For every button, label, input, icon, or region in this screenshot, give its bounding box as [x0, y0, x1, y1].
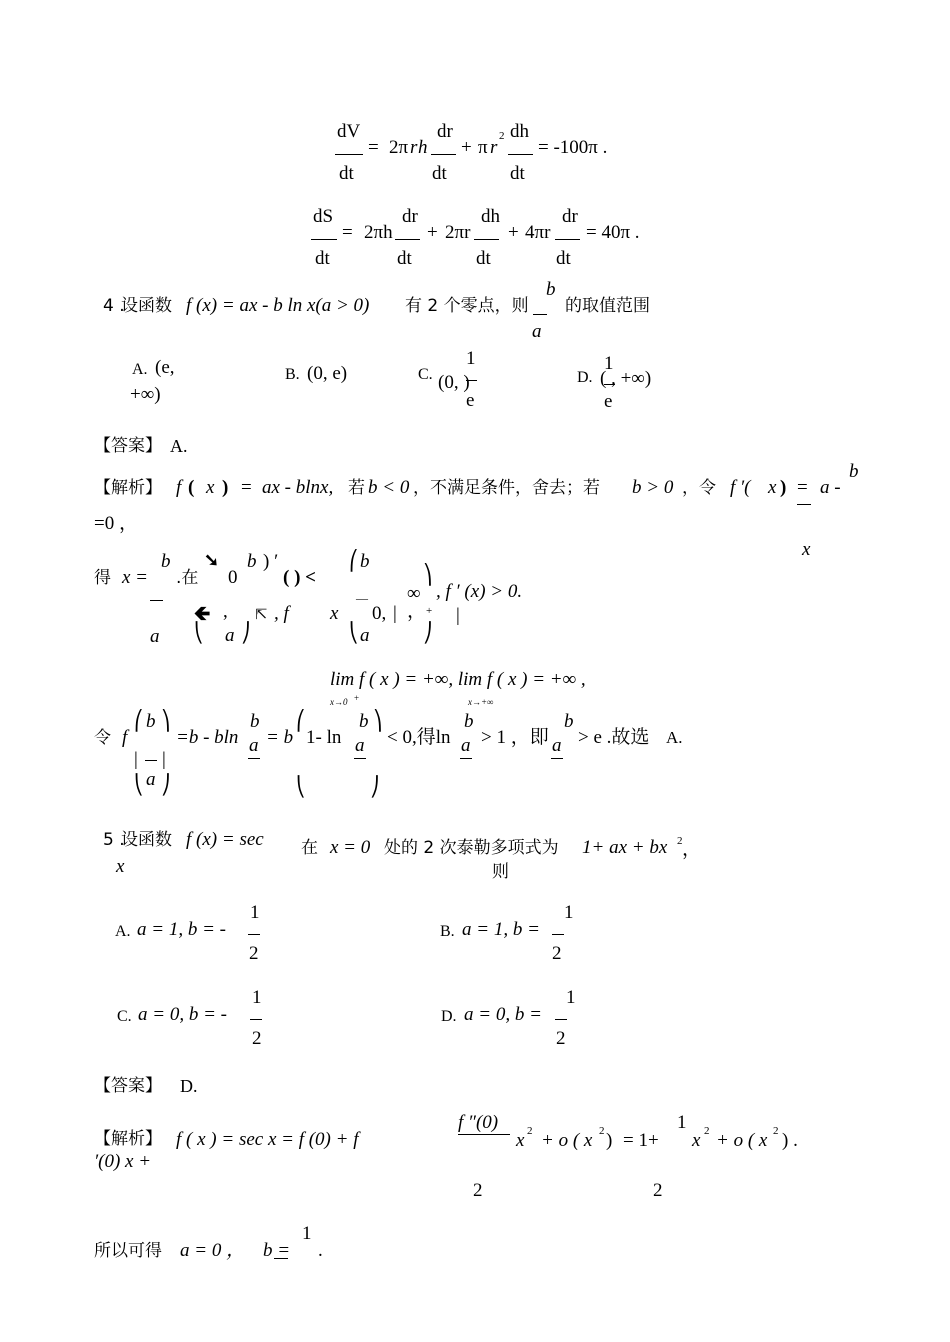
conclusion-dot: . — [318, 1240, 323, 1261]
q5-option-a-value: a = 1, b = - — [137, 919, 226, 940]
sol4-bracket-right2: ⎠ — [423, 623, 433, 644]
q4-frac-bar — [533, 314, 547, 315]
sol4-fb-bracket-r: ⎞ — [161, 711, 171, 732]
q4-option-d-num: 1 — [604, 353, 614, 374]
sol5-eq-one: = 1+ — [623, 1130, 659, 1151]
sol5-o-end: + o ( x — [716, 1130, 768, 1151]
sol4-comma2: ， — [407, 601, 427, 622]
sol5-one: 1 — [677, 1112, 687, 1133]
eq1-fraction-bar-3 — [508, 154, 533, 155]
sol4-fb-bracket-l: ⎛ — [134, 711, 144, 732]
q5-option-b-value: a = 1, b = — [462, 919, 540, 940]
sol5-o-part: + o ( x — [541, 1130, 593, 1151]
sol4-ln2-num: b — [359, 711, 369, 732]
q5-option-d-num: 1 — [566, 987, 576, 1008]
q5-option-c-value: a = 0, b = - — [138, 1004, 227, 1025]
sol4-rbrace: ⎞ — [423, 565, 433, 586]
conclusion-a0: a = 0 ， — [180, 1240, 246, 1261]
sol4-paren-pair: ( ) < — [283, 567, 316, 588]
eq2-equals: = — [342, 222, 353, 243]
q5-lead: 设函数 — [121, 830, 172, 850]
eq1-fraction-bar — [335, 154, 363, 155]
sol4-bracket-right: ⎠ — [241, 623, 251, 644]
eq1-dr-den: dt — [432, 163, 447, 184]
sol4-ln3-num: b — [464, 711, 474, 732]
sol4-zero2: 0, — [372, 603, 387, 624]
q5-option-d-den: 2 — [556, 1028, 566, 1049]
sol4-big-bracket-r: ⎞ — [373, 711, 383, 732]
sol4-a-den1: a — [225, 625, 235, 646]
q4-option-a-value1: (e, — [155, 357, 175, 378]
q5-square: 2 — [677, 835, 683, 847]
sol4-bracket-left: ⎝ — [194, 623, 204, 644]
eq2-2pih: 2πh — [364, 222, 393, 243]
sol4-fprime: f ′( — [730, 477, 751, 498]
sol5-frac-bar — [458, 1134, 510, 1135]
sol5-frac-den: 2 — [473, 1180, 483, 1201]
sol5-x: x — [516, 1130, 525, 1151]
sol4-frac-x: x — [802, 539, 811, 560]
sol4-fb-vbar-r: | — [162, 749, 166, 770]
q5-option-c-den: 2 — [252, 1028, 262, 1049]
sol4-x-sp: x — [330, 603, 339, 624]
sol4-let: ，令 — [682, 478, 716, 498]
eq2-rhs: = 40π . — [586, 222, 640, 243]
conclusion-text: 所以可得 — [94, 1241, 162, 1261]
q4-option-d-bar — [604, 384, 615, 385]
sol4-xv-bar — [150, 600, 163, 601]
sol4-rparen2: ) — [780, 477, 787, 498]
sol4-f: f — [176, 477, 182, 498]
sol4-fb-den: a — [146, 769, 156, 790]
q5-option-c-num: 1 — [252, 987, 262, 1008]
sol4-x-eq: x = — [122, 567, 149, 588]
sol4-limits: lim f ( x ) = +∞, lim f ( x ) = +∞ , — [330, 669, 586, 690]
eq1-dr-num: dr — [437, 121, 453, 142]
q5-then: 则 — [492, 862, 509, 882]
eq2-fraction-bar-3 — [474, 239, 499, 240]
sol4-fb-vbar-l: | — [134, 749, 138, 770]
q5-option-a-bar — [248, 934, 260, 935]
q4-option-a-label: A. — [132, 361, 148, 378]
q4-option-d-den: e — [604, 391, 613, 412]
q5-option-b-bar — [552, 934, 564, 935]
eq2-plus-1: + — [427, 222, 438, 243]
sol4-arrow-left-icon: 🡸 — [194, 603, 211, 625]
sol4-frac-b: b — [849, 461, 859, 482]
sol4-frac-bar-bx — [797, 504, 811, 505]
sol4-b-lt-0: b < 0 — [368, 477, 410, 498]
sol4-let2: 令 — [94, 728, 111, 748]
eq1-fraction-bar-2 — [431, 154, 456, 155]
conclusion-bar — [274, 1258, 288, 1259]
sol4-a-den2: a — [360, 625, 370, 646]
sol4-eq-b2: = b — [266, 727, 294, 748]
sol4-at: .在 — [176, 568, 199, 588]
q5-option-b-den: 2 — [552, 943, 562, 964]
sol4-big-bracket-bl: ⎝ — [296, 777, 306, 798]
sol4-lparen: ( — [188, 477, 195, 498]
eq1-pi: π — [478, 137, 488, 158]
sol5-frac-num: f ″(0) — [458, 1112, 499, 1133]
sol5-square2: 2 — [599, 1125, 605, 1137]
sol4-fb-bracket-br: ⎠ — [161, 775, 171, 796]
sol4-xv-den: a — [150, 626, 160, 647]
sol4-f-den: a — [552, 735, 562, 756]
q5-desc: 处的 2 次泰勒多项式为 — [384, 838, 559, 858]
sol4-lim-sub2: x→+∞ — [468, 697, 494, 707]
sol4-hollow-arrow-icon: ⇱ — [255, 607, 268, 623]
sol4-fb-bracket-bl: ⎝ — [134, 775, 144, 796]
sol5-continuation: ′(0) x + — [94, 1151, 152, 1172]
eq1-rhs: = -100π . — [538, 137, 608, 158]
sol4-zero: 0 — [228, 567, 238, 588]
q4-condition: 有 2 个零点，则 — [405, 296, 529, 316]
sol4-b-gt-0: b > 0 — [632, 477, 674, 498]
eq1-square: 2 — [499, 130, 505, 142]
sol4-fb-bar — [145, 760, 157, 761]
eq2-fraction-bar — [311, 239, 337, 240]
q4-option-d-value: ( , +∞) — [600, 368, 652, 389]
q4-option-c-value: (0, ) — [438, 372, 470, 393]
sol4-eq-b: =b - bln — [176, 727, 239, 748]
eq2-2pir: 2πr — [445, 222, 471, 243]
eq2-dr-num: dr — [402, 206, 418, 227]
eq2-dh-num: dh — [481, 206, 500, 227]
q5-x: x — [116, 856, 125, 877]
eq1-numerator-dV: dV — [337, 121, 361, 142]
sol4-ln-bar — [248, 758, 260, 759]
sol4-bar-v2: | — [456, 605, 460, 626]
q5-at: 在 — [301, 838, 318, 858]
sol5-lhs: f ( x ) = sec x = f (0) + f — [176, 1129, 359, 1150]
sol4-expr: ax - blnx, — [262, 477, 334, 498]
q5-comma: ， — [682, 839, 702, 860]
q4-option-c-num: 1 — [466, 348, 476, 369]
sol4-big-bracket-l: ⎛ — [296, 711, 306, 732]
sol4-b-small: b — [247, 551, 257, 572]
sol4-ln2-bar — [354, 758, 366, 759]
q4-option-c-bar — [466, 380, 477, 381]
sol4-rpar-tick: ) ′ — [263, 551, 279, 572]
sol4-plus-small: + — [426, 605, 433, 617]
sol5-square: 2 — [527, 1125, 533, 1137]
eq2-plus-2: + — [508, 222, 519, 243]
sol4-rparen: ) — [222, 477, 229, 498]
sol4-f-comma: , f — [274, 603, 289, 624]
sol4-lt0-get: < 0,得ln — [387, 727, 451, 748]
eq1-r2: r — [490, 137, 498, 158]
sol4-get: 得 — [94, 568, 111, 588]
q4-option-c-den: e — [466, 390, 475, 411]
eq2-4pir: 4πr — [525, 222, 551, 243]
sol4-gt1: > 1 ，即 — [481, 727, 549, 748]
q4-function: f (x) = ax - b ln x(a > 0) — [186, 295, 370, 316]
eq2-numerator-dS: dS — [313, 206, 334, 227]
sol4-gte: > e .故选 — [578, 727, 650, 748]
sol4-bar-v: | — [393, 603, 397, 624]
q5-number: 5 . — [103, 830, 125, 850]
q5-poly: 1+ ax + bx — [582, 837, 668, 858]
q4-number: 4 . — [103, 296, 125, 316]
answer-5-value: D. — [180, 1076, 198, 1096]
q5-option-a-label: A. — [115, 923, 131, 940]
eq1-denominator: dt — [339, 163, 354, 184]
sol4-f-bar — [551, 758, 563, 759]
q5-option-c-label: C. — [117, 1008, 132, 1025]
eq2-fraction-bar-4 — [555, 239, 580, 240]
q5-option-d-bar — [555, 1019, 567, 1020]
sol4-fb-num: b — [146, 711, 156, 732]
q5-option-a-den: 2 — [249, 943, 259, 964]
eq1-dh-den: dt — [510, 163, 525, 184]
sol4-infinity: ∞ — [407, 583, 421, 604]
eq1-dh-num: dh — [510, 121, 529, 142]
sol4-lim-sup: + — [354, 693, 360, 703]
q5-option-a-num: 1 — [250, 902, 260, 923]
sol5-square3: 2 — [704, 1125, 710, 1137]
q5-option-b-label: B. — [440, 923, 455, 940]
sol4-bracket-left2: ⎝ — [349, 623, 359, 644]
eq2-dr-den: dt — [397, 248, 412, 269]
q5-x0: x = 0 — [330, 837, 371, 858]
sol4-f2: f — [122, 727, 128, 748]
q5-function: f (x) = sec — [186, 829, 264, 850]
sol4-xv-num: b — [161, 551, 171, 572]
eq2-dr2-num: dr — [562, 206, 578, 227]
q4-lead: 设函数 — [121, 296, 172, 316]
sol4-x2: x — [768, 477, 777, 498]
sol4-a-minus: a - — [820, 477, 841, 498]
sol4-x: x — [206, 477, 215, 498]
q4-tail: 的取值范围 — [565, 296, 650, 316]
q4-frac-num: b — [546, 279, 556, 300]
conclusion-num: 1 — [302, 1223, 312, 1244]
answer-4-label: 【答案】 — [94, 436, 162, 456]
answer-5-label: 【答案】 — [94, 1076, 162, 1096]
sol4-big-bracket-br: ⎠ — [370, 777, 380, 798]
sol4-choice: A. — [666, 728, 683, 747]
q4-option-a-value2: +∞) — [130, 384, 161, 405]
q4-frac-den: a — [532, 321, 542, 342]
q5-option-c-bar — [250, 1019, 262, 1020]
sol4-ln3-den: a — [461, 735, 471, 756]
sol4-ln-num: b — [250, 711, 260, 732]
q5-option-d-label: D. — [441, 1008, 457, 1025]
sol4-lim-sub1: x→0 — [330, 697, 348, 707]
sol4-ln-den: a — [249, 735, 259, 756]
sol5-two: 2 — [653, 1180, 663, 1201]
sol4-equals: = — [241, 477, 252, 498]
solution-4-label: 【解析】 — [94, 478, 162, 498]
q5-option-b-num: 1 — [564, 902, 574, 923]
q5-option-d-value: a = 0, b = — [464, 1004, 542, 1025]
sol4-ln2-den: a — [355, 735, 365, 756]
sol4-fprime-pos: , f ′ (x) > 0. — [436, 581, 523, 602]
sol4-lbrace: ⎛ — [349, 551, 359, 572]
eq1-2pi: 2π — [389, 137, 409, 158]
sol4-minus-bar: — — [356, 591, 368, 605]
q4-option-b-value: (0, e) — [307, 363, 348, 384]
sol4-arrow-se-icon: ➘ — [204, 550, 220, 570]
sol4-f-num: b — [564, 711, 574, 732]
eq2-dr2-den: dt — [556, 248, 571, 269]
sol4-if: 若 — [348, 478, 365, 498]
sol4-comma: , — [223, 601, 228, 622]
sol4-one-minus: 1- ln — [306, 727, 342, 748]
eq2-dh-den: dt — [476, 248, 491, 269]
sol5-x-end: x — [692, 1130, 701, 1151]
eq2-fraction-bar-2 — [395, 239, 420, 240]
q4-option-d-label: D. — [577, 369, 593, 386]
eq1-plus: + — [461, 137, 472, 158]
eq1-r: r — [410, 137, 418, 158]
sol4-b-frac2: b — [360, 551, 370, 572]
sol4-eq-zero: =0 ， — [94, 513, 138, 534]
conclusion-b: b = — [263, 1240, 291, 1261]
eq1-h: h — [418, 137, 428, 158]
answer-4-value: A. — [170, 436, 188, 456]
sol4-reject: ，不满足条件，舍去；若 — [413, 478, 600, 498]
eq2-denominator: dt — [315, 248, 330, 269]
eq1-equals: = — [368, 137, 379, 158]
sol5-dot: ) . — [782, 1130, 798, 1151]
sol5-close: ) — [606, 1130, 613, 1151]
solution-5-label: 【解析】 — [94, 1129, 162, 1149]
sol5-square4: 2 — [773, 1125, 779, 1137]
sol4-ln3-bar — [460, 758, 472, 759]
q4-option-b-label: B. — [285, 366, 300, 383]
sol4-equals2: = — [797, 477, 808, 498]
q4-option-c-label: C. — [418, 366, 433, 383]
